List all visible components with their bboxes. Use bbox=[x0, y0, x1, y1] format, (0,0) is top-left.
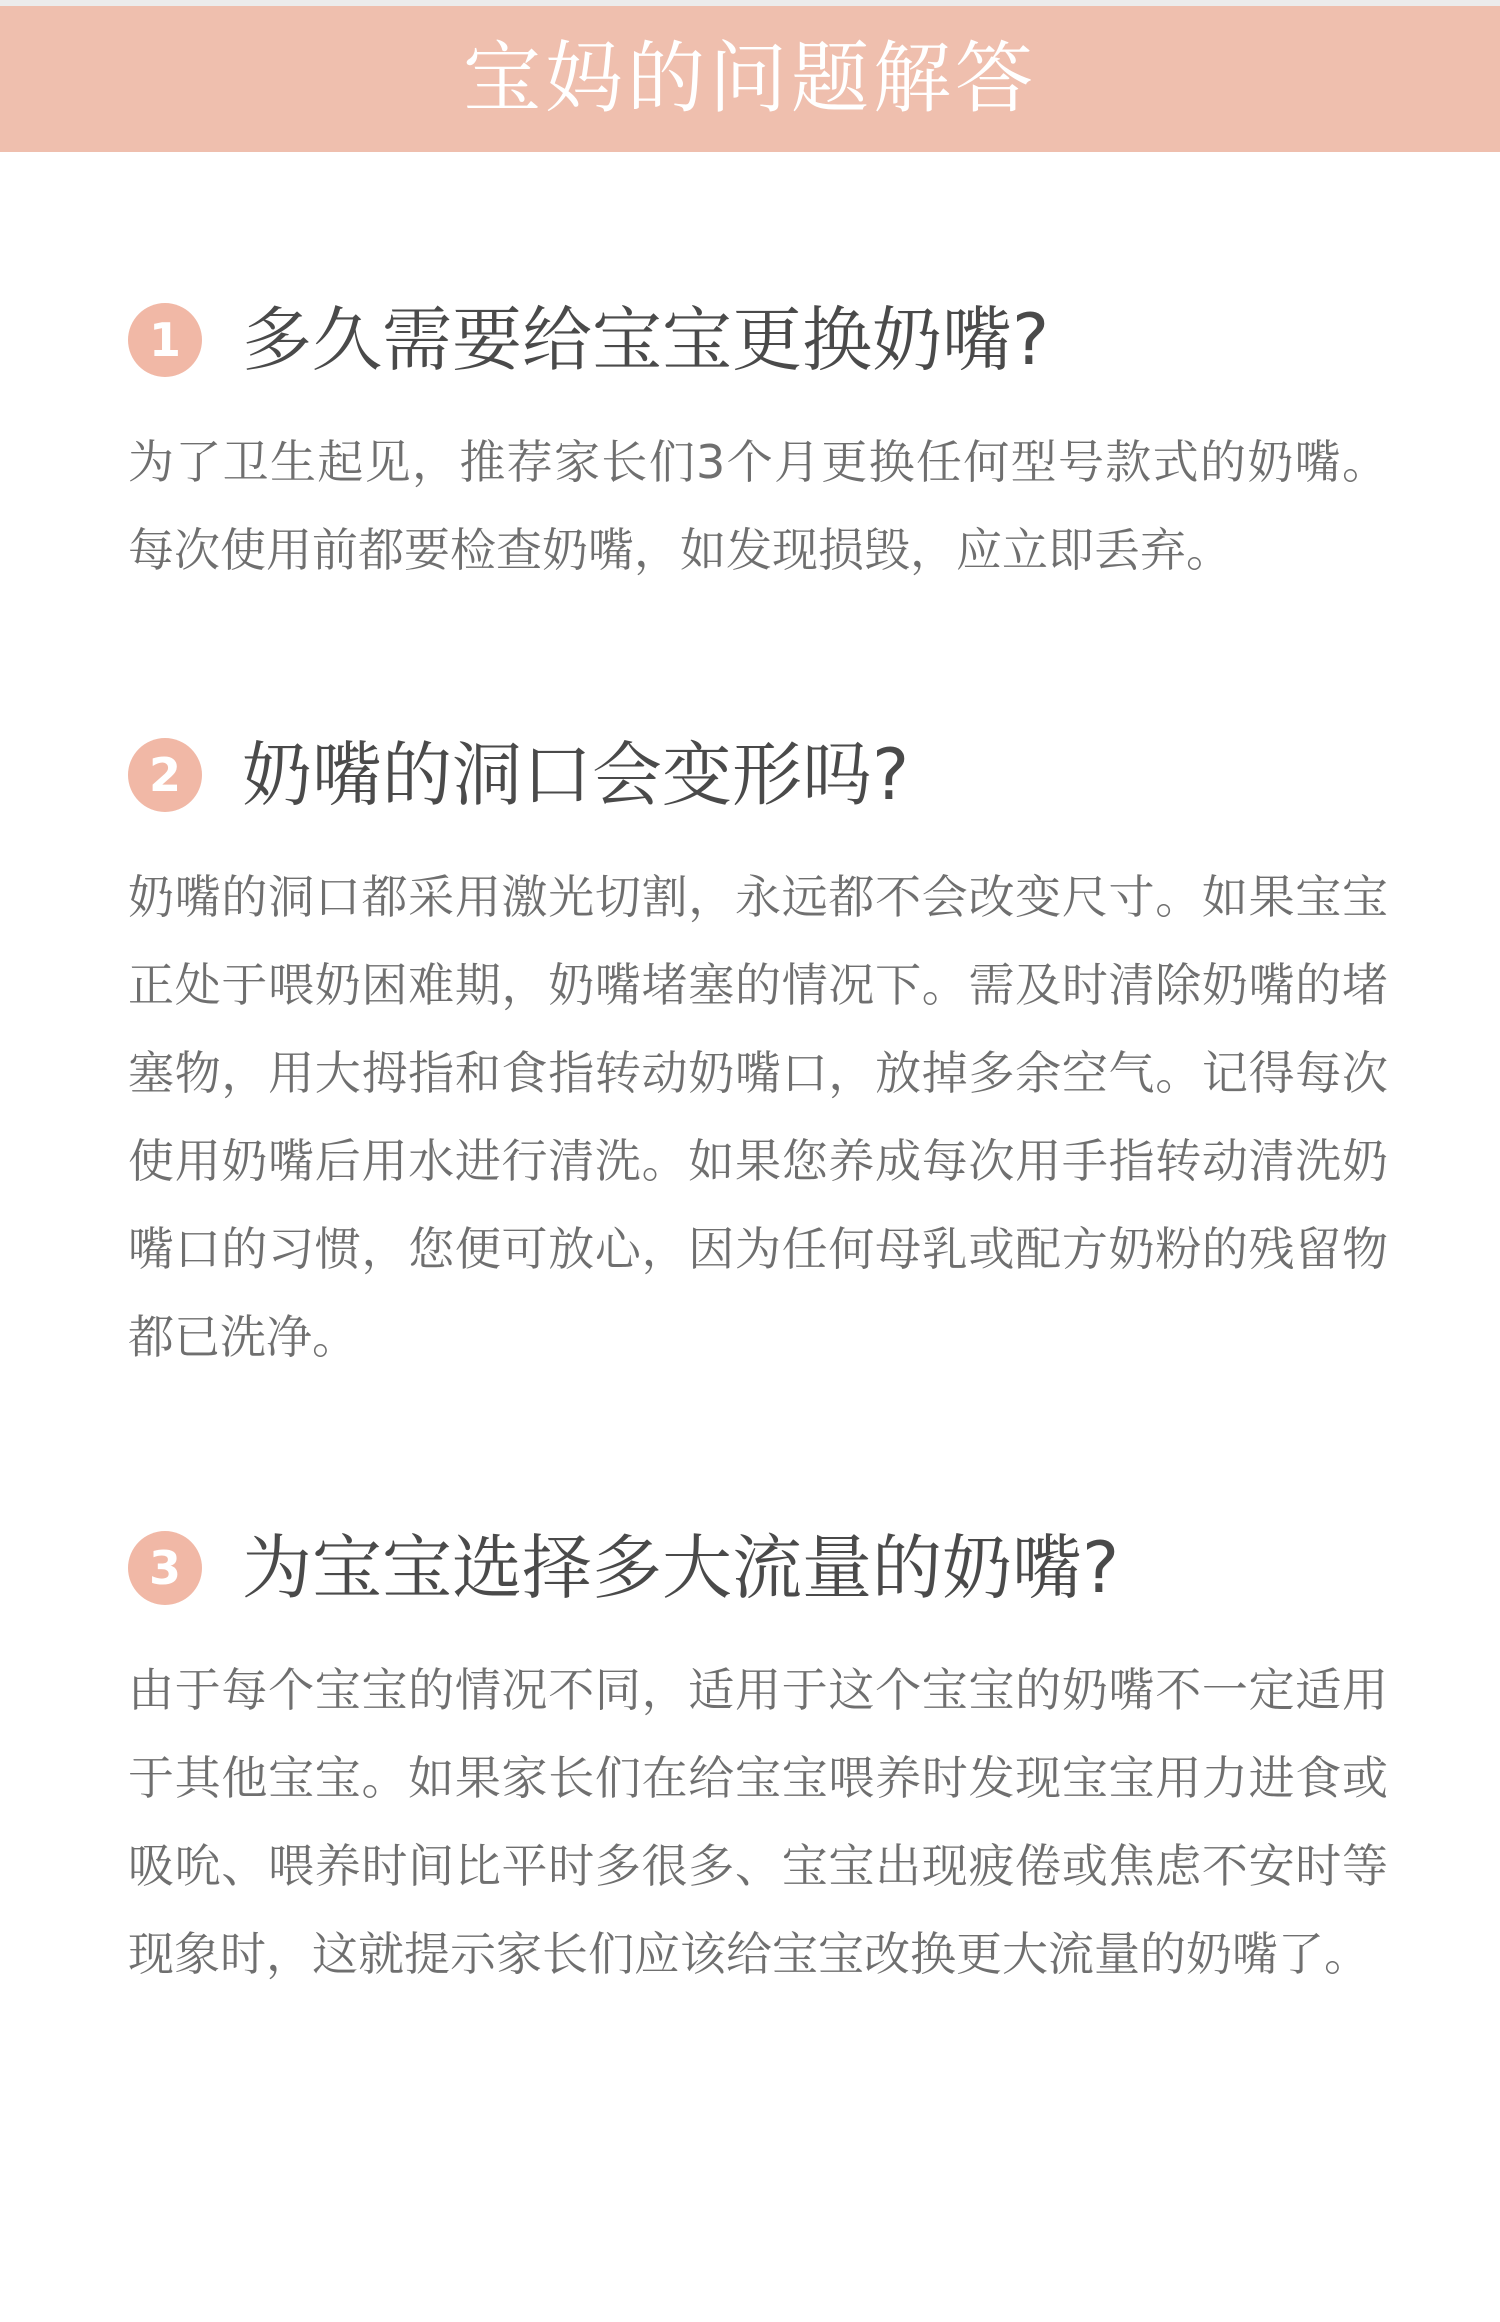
qa-item-2 bbox=[128, 725, 1388, 1427]
qa-item-1 bbox=[128, 290, 1388, 640]
number-badge: 2 bbox=[128, 738, 202, 812]
qa-item-3 bbox=[128, 1518, 1388, 2044]
page-title: 宝妈的问题解答 bbox=[462, 34, 1037, 124]
number-badge: 1 bbox=[128, 303, 202, 377]
number-badge: 3 bbox=[128, 1531, 202, 1605]
answer-paragraph: 为了卫生起见，推荐家长们3个月更换任何型号款式的奶嘴。每次使用前都要检查奶嘴，如发现损毁，应立即丢弃。 bbox=[128, 435, 1388, 577]
question-heading: 为宝宝选择多大流量的奶嘴? bbox=[242, 1527, 1120, 1609]
question-row bbox=[128, 725, 1388, 825]
header-banner bbox=[0, 6, 1500, 152]
question-heading: 奶嘴的洞口会变形吗? bbox=[242, 734, 910, 816]
answer-paragraph: 奶嘴的洞口都采用激光切割，永远都不会改变尺寸。如果宝宝正处于喂奶困难期，奶嘴堵塞的情况下。需及时清除奶嘴的堵塞物，用大拇指和食指转动奶嘴口，放掉多余空气。记得每次使用奶嘴后用水进行清洗。如果您养成每次用手指转动清洗奶嘴口的习惯，您便可放心，因为任何母乳或配方奶粉的残留物都已洗净。 bbox=[128, 870, 1388, 1364]
question-heading: 多久需要给宝宝更换奶嘴? bbox=[242, 299, 1050, 381]
answer-paragraph: 由于每个宝宝的情况不同，适用于这个宝宝的奶嘴不一定适用于其他宝宝。如果家长们在给宝宝喂养时发现宝宝用力进食或吸吮、喂养时间比平时多很多、宝宝出现疲倦或焦虑不安时等现象时，这就提示家长们应该给宝宝改换更大流量的奶嘴了。 bbox=[128, 1663, 1388, 1981]
question-row bbox=[128, 290, 1388, 390]
question-row bbox=[128, 1518, 1388, 1618]
